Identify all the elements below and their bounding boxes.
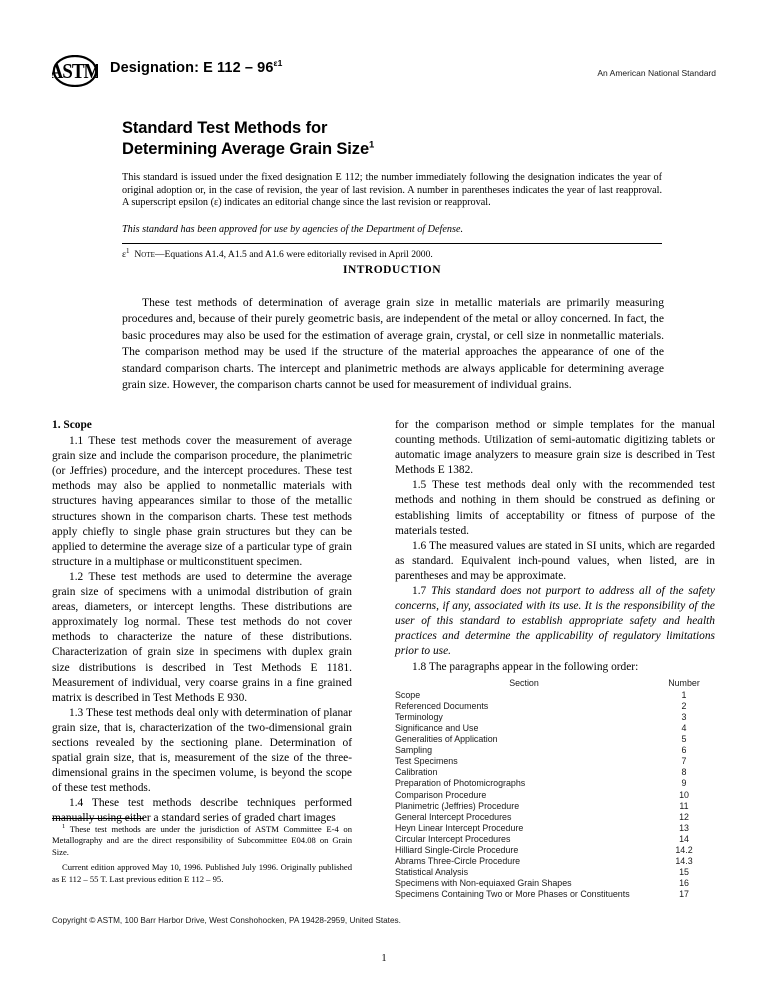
table-row [395, 701, 715, 712]
page-number: 1 [381, 953, 387, 964]
table-row [395, 845, 715, 856]
introduction-body: These test methods of determination of average grain size in metallic materials are primarily measuring procedures and, because of their purely geometric basis, are independent of the metal or alloy concerned. In fact, the basic procedures may also be used for the estimation of average grain, crystal, or cell size in nonmetallic materials. The comparison method may be used if the structure of the material approaches the appearance of one of the standard comparison charts. The intercept and planimetric methods are always applicable for determining average grain size. However, the comparison charts cannot be used for measurement of individual grains. [122, 296, 664, 392]
svg-text:ASTM: ASTM [52, 60, 98, 84]
cell-section-name: Referenced Documents [395, 700, 489, 711]
table-row [395, 790, 715, 801]
cell-section-name: Preparation of Photomicrographs [395, 778, 526, 789]
cell-section-number: 14 [679, 833, 689, 844]
standard-issued-note: This standard is issued under the fixed designation E 112; the number immediately following the designation indicates the year of original adoption or, in the case of revision, the year of last revision. A number in parentheses indicates the year of last reapproval. A superscript epsilon (ε) indicates an editorial change since the last revision or reapproval. [122, 172, 662, 209]
footnote-jurisdiction [52, 824, 352, 858]
section-number-table [395, 678, 715, 901]
table-row [395, 834, 715, 845]
table-body [395, 690, 715, 901]
note-text: —Equations A1.4, A1.5 and A1.6 were editorially revised in April 2000. [154, 249, 433, 261]
table-row [395, 712, 715, 723]
cell-section-name: Test Specimens [395, 756, 458, 767]
footnote-marker: 1 [62, 823, 66, 831]
cell-section-number: 8 [681, 767, 687, 778]
epsilon-superscript: 1 [126, 247, 130, 256]
table-row [395, 756, 715, 767]
cell-section-number: 12 [679, 811, 689, 822]
cell-section-number: 13 [679, 822, 689, 833]
cell-section-name: Heyn Linear Intercept Procedure [395, 822, 524, 833]
editorial-note [122, 249, 662, 261]
designation-superscript: ε1 [273, 58, 283, 69]
cell-section-number: 14.2 [675, 845, 693, 855]
footnote-divider [52, 818, 144, 819]
table-row [395, 690, 715, 701]
paragraph-1-8: 1.8 The paragraphs appear in the following order: [412, 660, 639, 673]
cell-section-name: Specimens Containing Two or More Phases or Constituents [395, 889, 630, 900]
table-row [395, 767, 715, 778]
cell-section-name: Calibration [395, 767, 438, 778]
paragraph-1-4-start: 1.4 These test methods describe techniques performed manually using either a standard series of graded chart images [52, 797, 352, 825]
astm-logo-icon [52, 55, 98, 87]
cell-section-number: 16 [679, 878, 689, 889]
cell-section-number: 1 [681, 689, 687, 700]
paragraph-1-3: 1.3 These test methods deal only with determination of planar grain size, that is, characterization of the two-dimensional grain sections revealed by the sectioning plane. Determination of spatial grain size, that is, measurement of the size of the three-dimensional grains in the specimen volume, is beyond the scope of these test methods. [52, 706, 352, 795]
cell-section-number: 15 [679, 867, 689, 878]
cell-section-number: 17 [679, 889, 689, 900]
masthead-divider [122, 243, 662, 244]
american-national-standard-label: An American National Standard [597, 68, 716, 78]
footnote-jurisdiction-text: These test methods are under the jurisdiction of ASTM Committee E-4 on Metallography and are the direct responsibility of Subcommittee E04.08 on Grain Size. [52, 824, 352, 857]
cell-section-name: Scope [395, 689, 421, 700]
masthead-block [122, 172, 662, 261]
paragraph-1-4-continued: for the comparison method or simple templates for the manual counting methods. Utilization of semi-automatic digitizing tablets or automatic image analyzers to measure grain size is described in Test Methods E 1382. [395, 419, 715, 477]
table-row [395, 745, 715, 756]
table-row [395, 812, 715, 823]
footnote-block [52, 818, 352, 885]
designation-text: Designation: E 112 – 96 [110, 60, 274, 76]
title-line-1: Standard Test Methods for [122, 119, 328, 137]
title-line-2-text: Determining Average Grain Size [122, 140, 370, 158]
cell-section-number: 7 [681, 756, 687, 767]
cell-section-name: Significance and Use [395, 722, 479, 733]
copyright-notice: Copyright © ASTM, 100 Barr Harbor Drive, West Conshohocken, PA 19428-2959, United States. [52, 916, 401, 925]
cell-section-number: 6 [681, 745, 687, 756]
cell-section-number: 4 [681, 722, 687, 733]
paragraph-1-7-text: This standard does not purport to address all of the safety concerns, if any, associated with its use. It is the responsibility of the user of this standard to establish appropriate safety and health practices and determine the applicability of regulatory limitations prior to use. [395, 585, 715, 658]
cell-section-number: 2 [681, 700, 687, 711]
column-header-number: Number [668, 677, 700, 688]
cell-section-name: Terminology [395, 711, 443, 722]
cell-section-name: General Intercept Procedures [395, 811, 512, 822]
cell-section-name: Circular Intercept Procedures [395, 833, 511, 844]
paragraph-1-2: 1.2 These test methods are used to determine the average grain size of specimens with a unimodal distribution of grain areas, diameters, or intercept lengths. These distributions are approximately log normal. These test methods do not cover methods to characterize the nature of these distributions. Characterization of grain size in specimens with duplex grain size distributions is described in Test Methods E 1181. Measurement of individual, very coarse grains in a fine grained matrix is described in Test Methods E 930. [52, 570, 352, 704]
footnote-edition: Current edition approved May 10, 1996. Published July 1996. Originally published as E 112 – 55 T. Last previous edition E 112 – 95. [52, 862, 352, 884]
cell-section-name: Hilliard Single-Circle Procedure [395, 845, 519, 855]
page-header [52, 55, 716, 91]
cell-section-name: Sampling [395, 745, 432, 756]
cell-section-number: 9 [681, 778, 687, 789]
table-row [395, 734, 715, 745]
cell-section-name: Abrams Three-Circle Procedure [395, 856, 521, 867]
paragraph-1-7 [395, 584, 715, 659]
cell-section-number: 3 [681, 711, 687, 722]
cell-section-name: Planimetric (Jeffries) Procedure [395, 800, 520, 811]
cell-section-name: Comparison Procedure [395, 789, 487, 800]
table-row [395, 801, 715, 812]
title-line-2 [122, 139, 662, 160]
table-row [395, 778, 715, 789]
table-row [395, 823, 715, 834]
epsilon-marker [122, 249, 130, 260]
paragraph-1-1: 1.1 These test methods cover the measurement of average grain size and include the comparison procedure, the planimetric (or Jeffries) procedure, and the intercept procedures. These test methods may also be applied to nonmetallic materials with structures having appearances similar to those of the metallic structures shown in the comparison charts. These test methods apply chiefly to single phase grain structures but they can be applied to determine the average size of a particular type of grain structure in a multiphase or multiconstituent specimen. [52, 435, 352, 568]
paragraph-1-6: 1.6 The measured values are stated in SI units, which are regarded as standard. Equivalent inch-pound values, when listed, are in parentheses and may be approximate. [395, 539, 715, 582]
table-row [395, 889, 715, 900]
cell-section-number: 10 [679, 789, 689, 800]
introduction-heading: INTRODUCTION [342, 264, 441, 276]
cell-section-number: 11 [679, 800, 689, 811]
table-row [395, 856, 715, 867]
note-label: Note [134, 249, 155, 261]
epsilon-symbol: ε [122, 249, 127, 261]
designation-label [110, 60, 282, 76]
cell-section-number: 5 [681, 734, 687, 745]
scope-heading: 1. Scope [52, 419, 92, 431]
cell-section-name: Specimens with Non-equiaxed Grain Shapes [395, 878, 572, 889]
table-row [395, 723, 715, 734]
table-header-row [395, 678, 715, 690]
left-column [52, 418, 352, 827]
right-column [395, 418, 715, 900]
table-row [395, 878, 715, 889]
table-row [395, 867, 715, 878]
cell-section-number: 14.3 [675, 856, 693, 867]
paragraph-1-7-number: 1.7 [412, 585, 432, 598]
paragraph-1-5: 1.5 These test methods deal only with the recommended test methods and nothing in them should be construed as defining or establishing limits of acceptability or fitness of purpose of the materials tested. [395, 479, 715, 537]
document-title [122, 118, 662, 160]
cell-section-name: Statistical Analysis [395, 867, 469, 878]
title-footnote-marker: 1 [369, 139, 375, 151]
dod-approval-note: This standard has been approved for use by agencies of the Department of Defense. [122, 223, 464, 235]
cell-section-name: Generalities of Application [395, 734, 498, 745]
column-header-section: Section [509, 677, 539, 688]
